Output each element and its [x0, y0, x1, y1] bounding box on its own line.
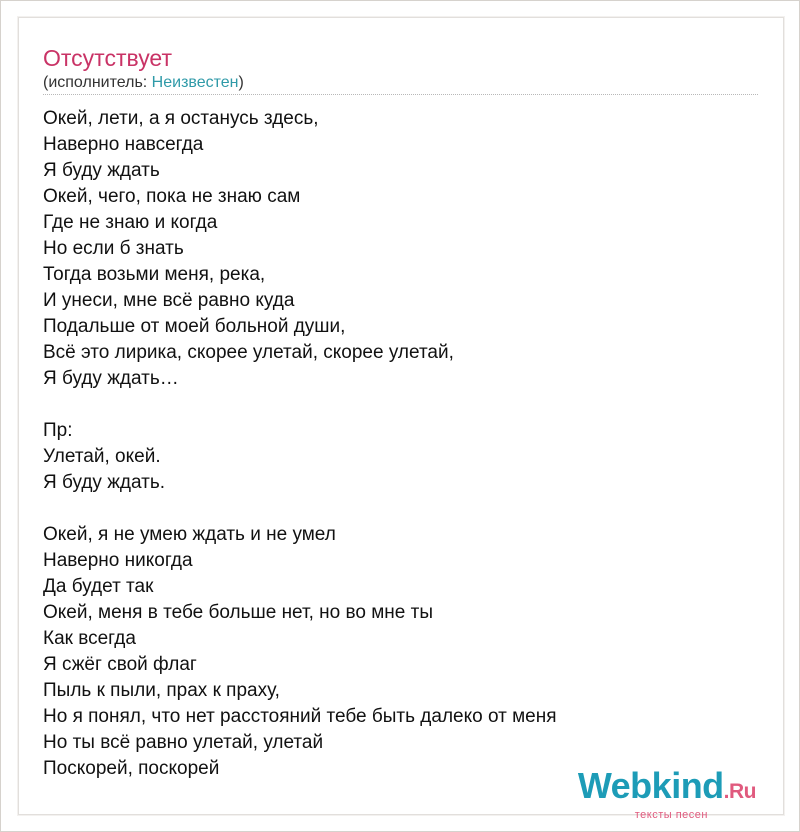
lyric-line: Я буду ждать… [43, 368, 179, 389]
lyric-line: Окей, я не умею ждать и не умел [43, 524, 336, 545]
header-divider [43, 94, 758, 95]
watermark-brand: Webkind [577, 765, 724, 806]
lyric-line: Наверно никогда [43, 550, 193, 571]
lyric-line: Но ты всё равно улетай, улетай [43, 732, 324, 753]
lyric-line: Но если б знать [43, 238, 184, 259]
lyric-line: Тогда возьми меня, река, [43, 264, 266, 285]
lyric-line: Наверно навсегда [43, 134, 204, 155]
webkind-watermark [566, 765, 756, 821]
lyric-line: Пыль к пыли, прах к праху, [43, 680, 280, 701]
lyric-blank-line [43, 392, 763, 418]
lyric-line: Где не знаю и когда [43, 212, 218, 233]
artist-link[interactable]: Неизвестен [151, 74, 239, 91]
lyric-line: Я сжёг свой флаг [43, 654, 197, 675]
lyric-line: Я буду ждать. [43, 472, 166, 493]
lyrics-card [18, 17, 784, 821]
watermark-tagline: тексты песен [634, 809, 708, 821]
lyric-line: Подальше от моей больной души, [43, 316, 346, 337]
lyric-line: Пр: [43, 420, 73, 441]
artist-line [43, 73, 244, 93]
lyric-line: Да будет так [43, 576, 154, 597]
lyric-line: Окей, меня в тебе больше нет, но во мне ты [43, 602, 433, 623]
lyric-line: Окей, чего, пока не знаю сам [43, 186, 301, 207]
lyric-line: Окей, лети, а я останусь здесь, [43, 108, 319, 129]
lyric-line: И унеси, мне всё равно куда [43, 290, 295, 311]
lyric-line: Но я понял, что нет расстояний тебе быть далеко от меня [43, 706, 557, 727]
lyric-line: Поскорей, поскорей [43, 758, 220, 779]
watermark-tld: .Ru [723, 780, 756, 803]
lyric-line: Как всегда [43, 628, 136, 649]
lyric-line: Всё это лирика, скорее улетай, скорее улетай, [43, 342, 454, 363]
lyric-line: Улетай, окей. [43, 446, 161, 467]
lyrics-text [43, 106, 763, 782]
artist-suffix: ) [238, 74, 244, 91]
song-title: Отсутствует [43, 45, 172, 71]
artist-prefix: (исполнитель: [43, 74, 152, 91]
watermark-logo [566, 767, 756, 811]
lyric-blank-line [43, 496, 763, 522]
lyric-line: Я буду ждать [43, 160, 160, 181]
